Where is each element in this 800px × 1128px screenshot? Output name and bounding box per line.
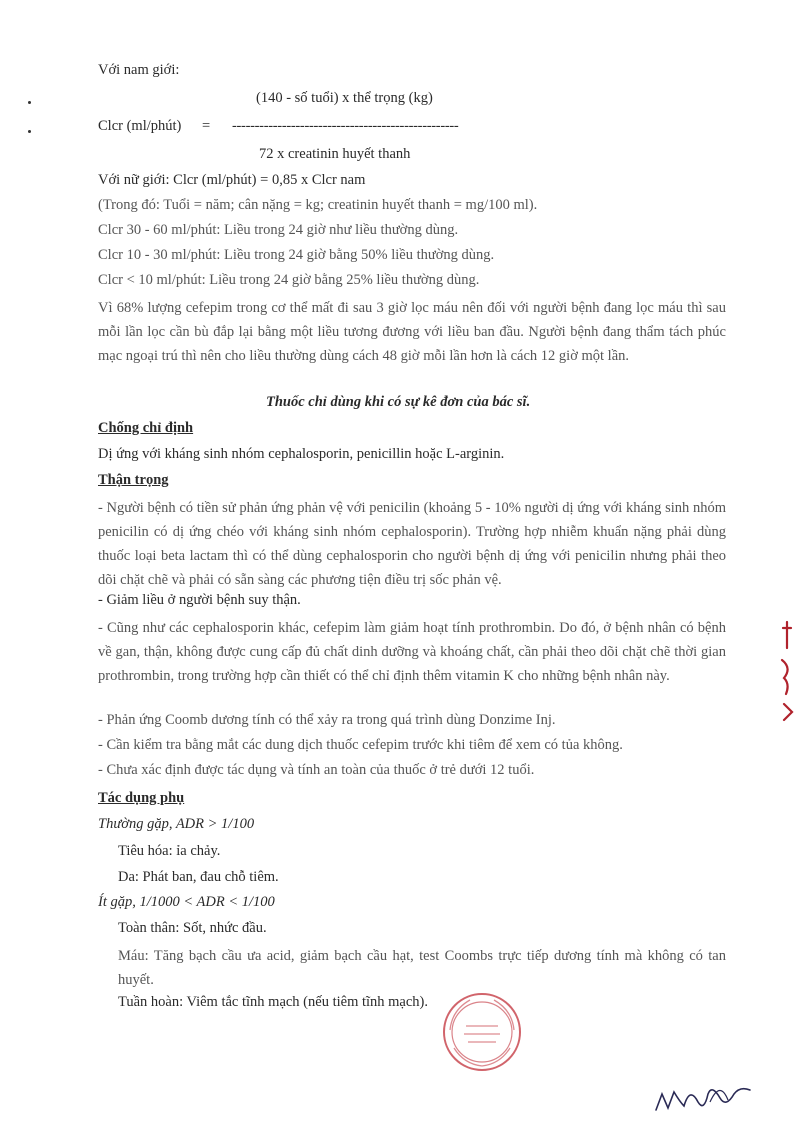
dosing-line: Với nữ giới: Clcr (ml/phút) = 0,85 x Clcr nam — [98, 172, 366, 188]
dosing-line: Clcr 30 - 60 ml/phút: Liều trong 24 giờ như liều thường dùng. — [98, 222, 459, 238]
rare-item: Tuần hoàn: Viêm tắc tĩnh mạch (nếu tiêm tĩnh mạch). — [118, 994, 429, 1010]
side-effects-heading: Tác dụng phụ — [98, 790, 185, 806]
precaution-item: - Cần kiểm tra bằng mắt các dung dịch thuốc cefepim trước khi tiêm để xem có tủa không. — [98, 737, 623, 753]
dosing-line: Clcr < 10 ml/phút: Liều trong 24 giờ bằng 25% liều thường dùng. — [98, 272, 480, 288]
signature — [650, 1072, 760, 1127]
prescription-note: Thuốc chỉ dùng khi có sự kê đơn của bác sĩ. — [266, 394, 531, 410]
formula-denominator: 72 x creatinin huyết thanh — [259, 146, 411, 162]
contraindications-heading: Chống chỉ định — [98, 420, 194, 436]
precaution-item: - Người bệnh có tiền sử phản ứng phản vệ với penicilin (khoảng 5 - 10% người dị ứng với kháng sinh nhóm penicilin có dị ứng chéo với kháng sinh nhóm cephalosporin). Trường hợp nhiễm khuẩn nặng phải dùng thuốc loại beta lactam thì có thể dùng cephalosporin cho người bệnh dị ứng với penicilin nhưng phải theo dõi chặt chẽ và phải có sẵn sàng các phương tiện điều trị sốc phản vệ. — [98, 500, 726, 588]
precaution-item: - Cũng như các cephalosporin khác, cefepim làm giảm hoạt tính prothrombin. Do đó, ở bệnh nhân có bệnh về gan, thận, không được cung cấp đủ chất dinh dưỡng và khoáng chất, cần phải theo dõi chặt chẽ thời gian prothrombin, trong trường hợp cần thiết có thể chỉ định thêm vitamin K cho những bệnh nhân này. — [98, 620, 726, 684]
rare-item: Máu: Tăng bạch cầu ưa acid, giảm bạch cầu hạt, test Coombs trực tiếp dương tính mà không có tan huyết. — [118, 948, 726, 988]
precaution-item: - Chưa xác định được tác dụng và tính an toàn của thuốc ở trẻ dưới 12 tuổi. — [98, 762, 535, 778]
formula-equals: = — [202, 118, 211, 134]
formula-numerator: (140 - số tuổi) x thể trọng (kg) — [256, 90, 433, 106]
rare-label: Ít gặp, 1/1000 < ADR < 1/100 — [98, 894, 275, 910]
margin-dot — [28, 130, 31, 133]
rare-item: Toàn thân: Sốt, nhức đầu. — [118, 920, 267, 936]
contraindications-text: Dị ứng với kháng sinh nhóm cephalosporin, penicillin hoặc L-arginin. — [98, 446, 505, 462]
dialysis-paragraph: Vì 68% lượng cefepim trong cơ thể mất đi sau 3 giờ lọc máu nên đối với người bệnh đang lọc máu thì sau mỗi lần lọc cần bù đắp lại bằng một liều tương đương với liều ban đầu. Người bệnh đang thẩm tách phúc mạc ngoại trú thì nên cho liều thường dùng cách 48 giờ mỗi lần hơn là cách 12 giờ một lần. — [98, 300, 726, 364]
precautions-heading: Thận trọng — [98, 472, 169, 488]
common-label: Thường gặp, ADR > 1/100 — [98, 816, 255, 832]
common-item: Da: Phát ban, đau chỗ tiêm. — [118, 869, 279, 885]
dosing-line: (Trong đó: Tuổi = năm; cân nặng = kg; creatinin huyết thanh = mg/100 ml). — [98, 197, 538, 213]
seal-stamp — [440, 990, 524, 1079]
common-item: Tiêu hóa: ỉa chảy. — [118, 843, 221, 859]
margin-dot — [28, 101, 31, 104]
dosing-line: Clcr 10 - 30 ml/phút: Liều trong 24 giờ bằng 50% liều thường dùng. — [98, 247, 495, 263]
precaution-item: - Giảm liều ở người bệnh suy thận. — [98, 592, 301, 608]
male-label: Với nam giới: — [98, 62, 180, 78]
formula-fraction-line: -------------------------------------------------- — [232, 118, 459, 134]
margin-stamp-mark — [778, 620, 796, 735]
precaution-item: - Phản ứng Coomb dương tính có thể xảy ra trong quá trình dùng Donzime Inj. — [98, 712, 556, 728]
formula-lhs: Clcr (ml/phút) — [98, 118, 182, 134]
